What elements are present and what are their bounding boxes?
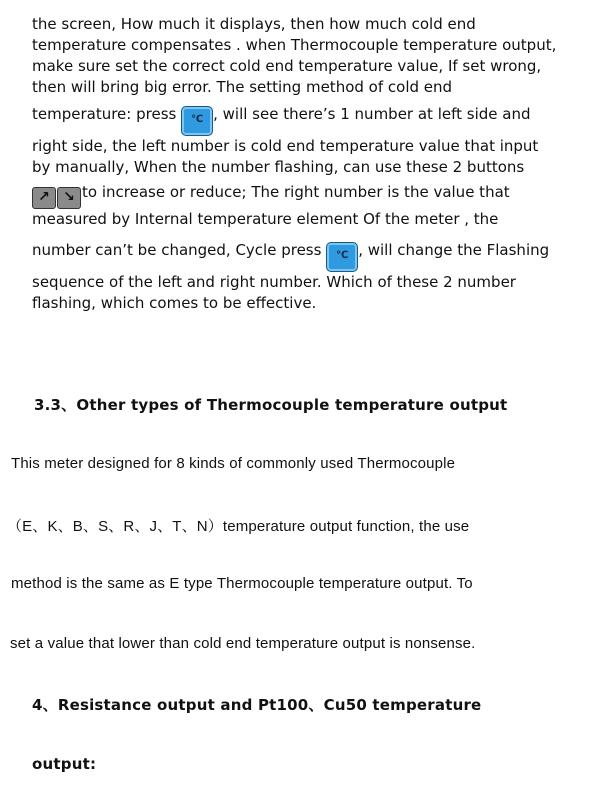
text-line: flashing, which comes to be effective. bbox=[32, 294, 317, 312]
section-heading: 4、Resistance output and Pt100、Cu50 temperature bbox=[32, 696, 482, 714]
text-line: measured by Internal temperature element Of the meter , the bbox=[32, 210, 499, 228]
text-fragment: to increase or reduce; The right number is the value that bbox=[82, 183, 510, 201]
text-fragment: , will see there’s 1 number at left side and bbox=[213, 105, 531, 123]
text-line: right side, the left number is cold end temperature value that input bbox=[32, 137, 539, 155]
celsius-button-icon: ℃ bbox=[181, 106, 213, 136]
text-fragment: number can’t be changed, Cycle press bbox=[32, 241, 327, 259]
cold-end-paragraph bbox=[32, 14, 587, 314]
up-arrow-button-icon: ↗ bbox=[32, 187, 56, 209]
text-fragment: temperature: press bbox=[32, 105, 182, 123]
text-line: make sure set the correct cold end temperature value, If set wrong, bbox=[32, 57, 542, 75]
section-heading-continued: output: bbox=[32, 755, 97, 773]
celsius-button-icon: ℃ bbox=[326, 242, 358, 272]
section-heading: 3.3、Other types of Thermocouple temperature output bbox=[34, 396, 508, 414]
down-arrow-button-icon: ↘ bbox=[57, 187, 81, 209]
text-line: sequence of the left and right number. Which of these 2 number bbox=[32, 273, 516, 291]
text-fragment: , will change the Flashing bbox=[358, 241, 550, 259]
text-line: temperature compensates . when Thermocouple temperature output, bbox=[32, 36, 557, 54]
text-line: then will bring big error. The setting method of cold end bbox=[32, 78, 453, 96]
text-line: set a value that lower than cold end temperature output is nonsense. bbox=[10, 635, 476, 652]
text-line: method is the same as E type Thermocouple temperature output. To bbox=[11, 575, 473, 592]
text-line: This meter designed for 8 kinds of commonly used Thermocouple bbox=[11, 455, 456, 472]
text-line: the screen, How much it displays, then how much cold end bbox=[32, 15, 476, 33]
text-line bbox=[32, 104, 587, 136]
text-line bbox=[32, 182, 587, 209]
text-line: （E、K、B、S、R、J、T、N）temperature output function, the use bbox=[7, 518, 470, 535]
text-line: by manually, When the number flashing, can use these 2 buttons bbox=[32, 158, 525, 176]
text-line bbox=[32, 240, 587, 272]
